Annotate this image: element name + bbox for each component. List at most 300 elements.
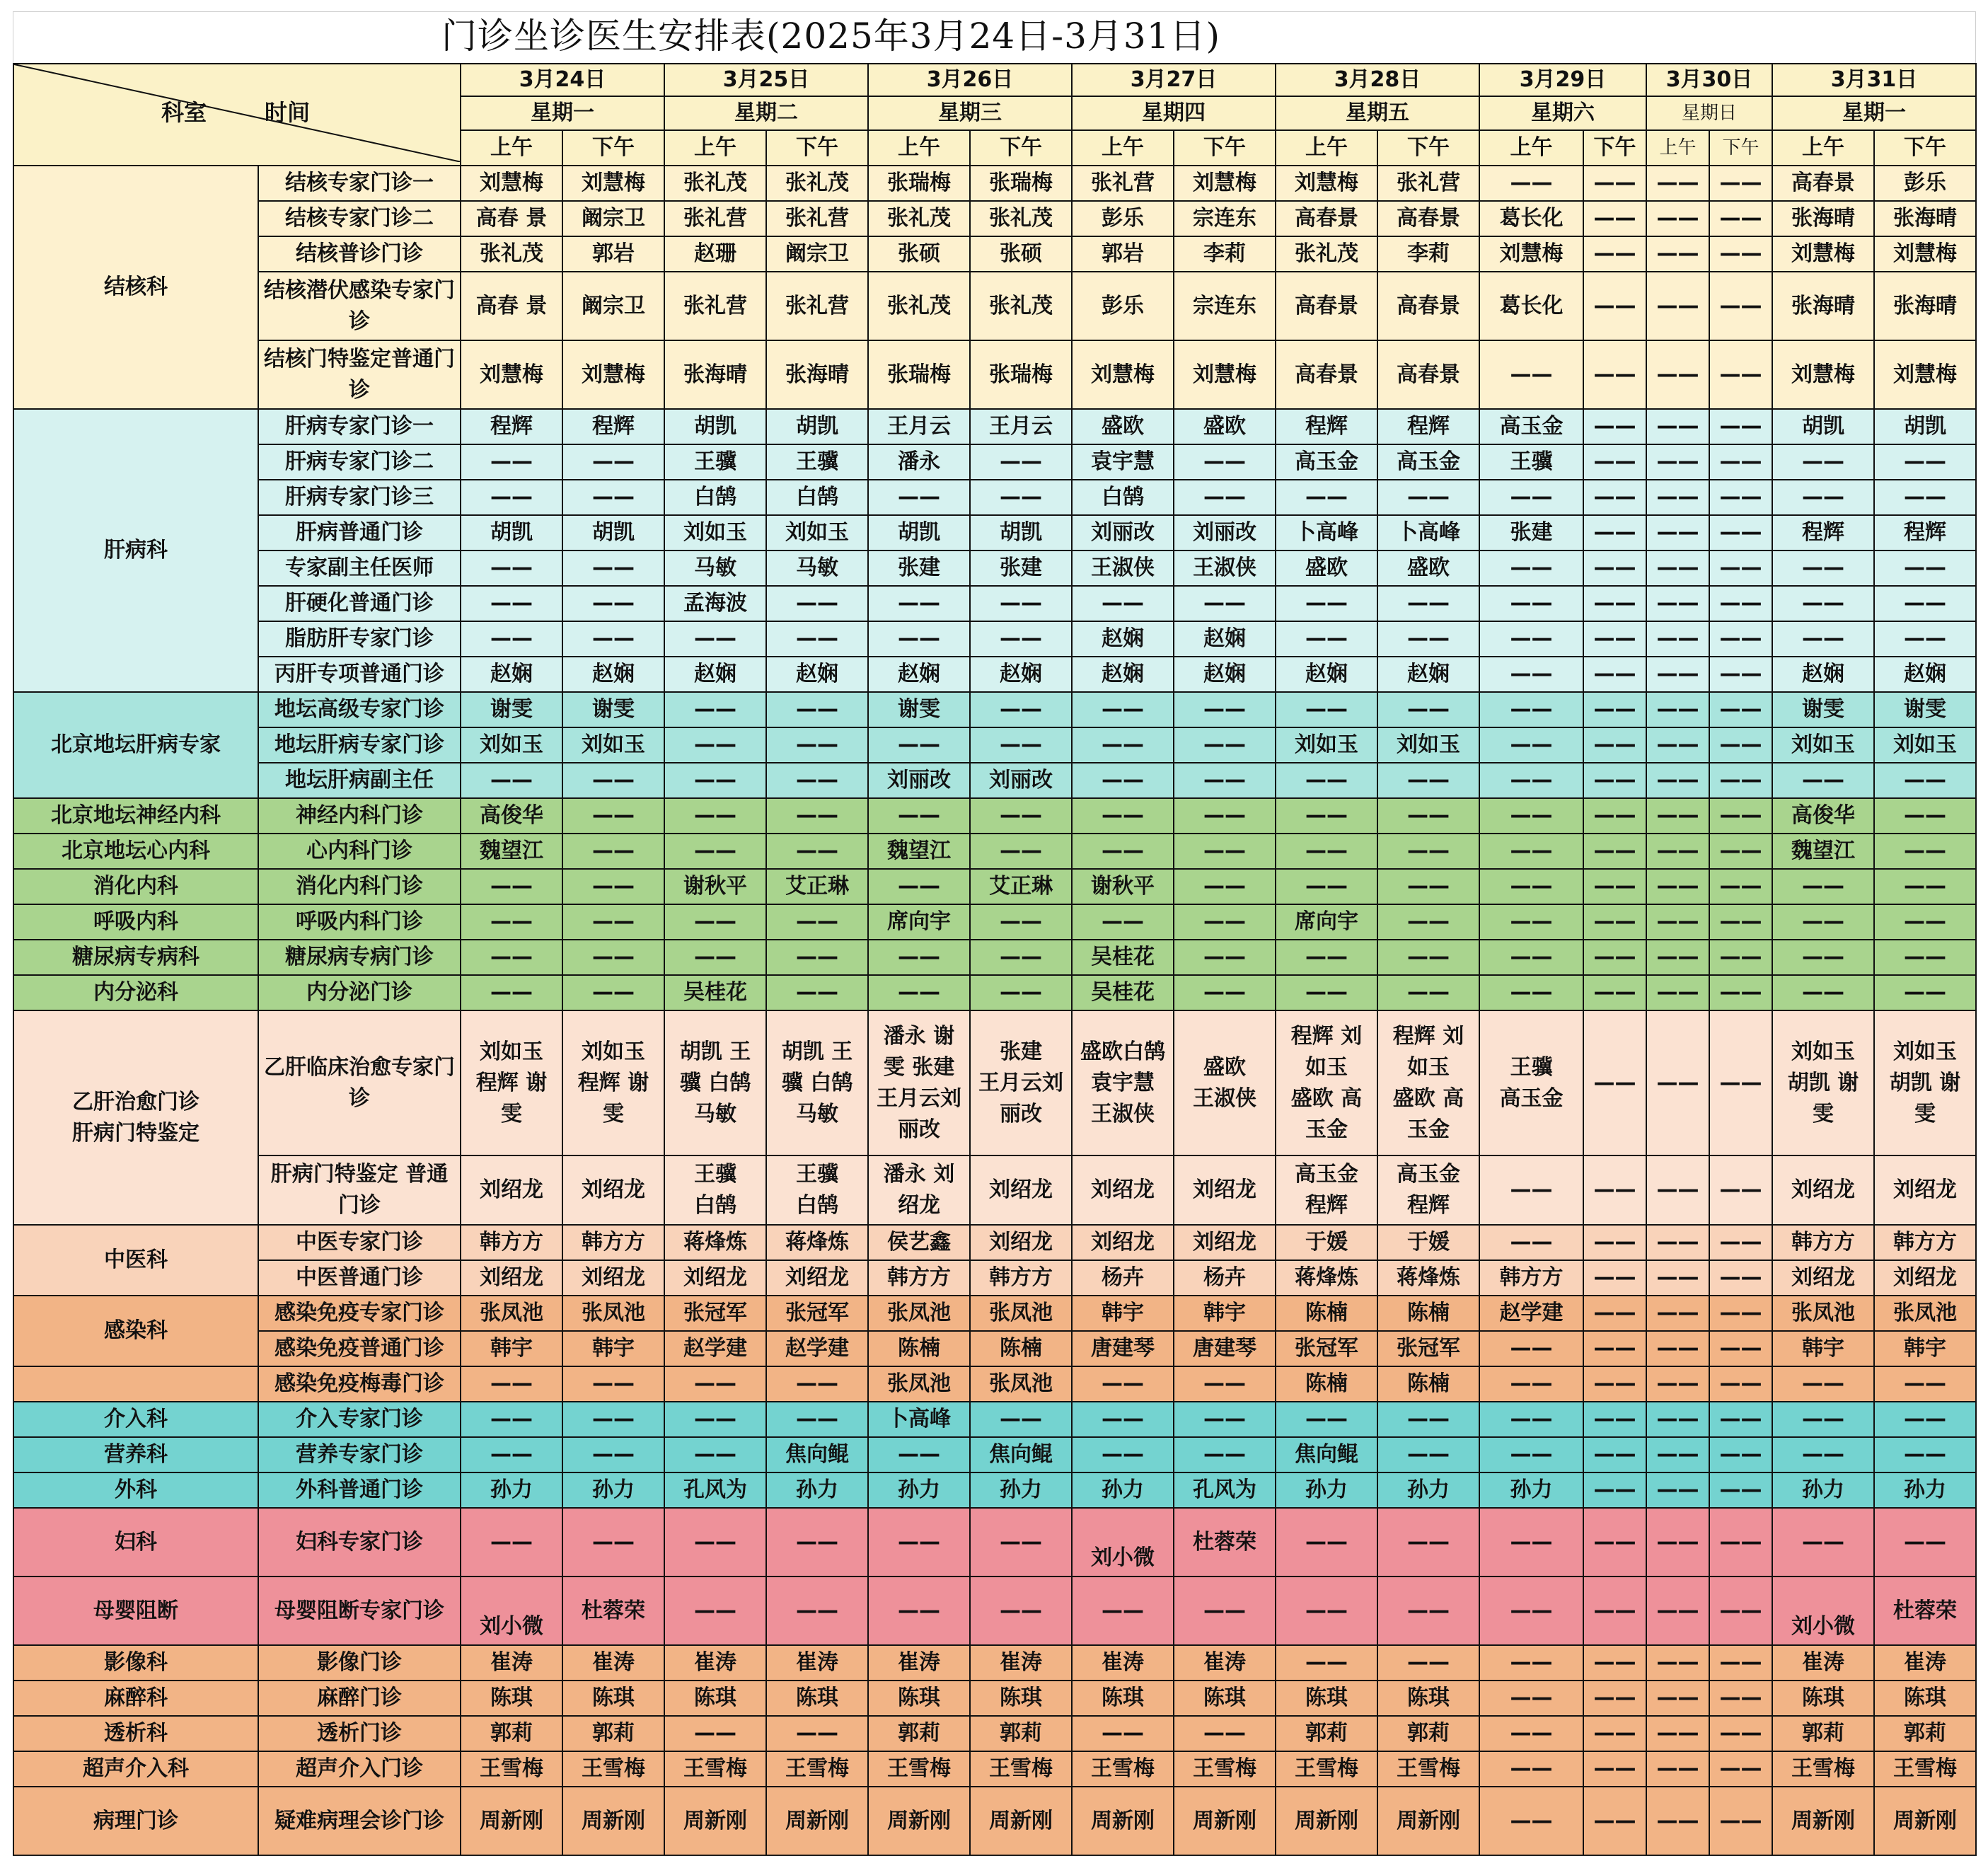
schedule-cell: 孔风为: [1174, 1472, 1276, 1508]
schedule-cell: ——: [1479, 1437, 1583, 1472]
table-row: [13, 1225, 1976, 1260]
schedule-cell: 刘绍龙: [766, 1260, 868, 1296]
table-row: [13, 480, 1976, 515]
schedule-cell: ——: [970, 586, 1072, 621]
schedule-cell: 郭莉: [562, 1716, 664, 1751]
schedule-cell: 焦向鲲: [766, 1437, 868, 1472]
schedule-cell: ——: [1377, 1508, 1479, 1577]
schedule-cell: ——: [1072, 798, 1174, 834]
schedule-cell: ——: [1583, 692, 1646, 727]
schedule-cell: 谢雯: [461, 692, 562, 727]
schedule-cell: 卜高峰: [1276, 515, 1377, 551]
page-title: 门诊坐诊医生安排表(2025年3月24日-3月31日): [441, 16, 1221, 57]
schedule-cell: 周新刚: [766, 1787, 868, 1855]
department-cell: 病理门诊: [13, 1787, 258, 1855]
schedule-cell: ——: [1646, 1260, 1709, 1296]
schedule-cell: ——: [1646, 340, 1709, 409]
schedule-cell: 张礼茂: [766, 166, 868, 201]
schedule-cell: 白鹄: [1072, 480, 1174, 515]
table-row: [13, 692, 1976, 727]
schedule-cell: 王骥: [1479, 444, 1583, 480]
schedule-cell: 张冠军: [1276, 1331, 1377, 1366]
schedule-cell: 刘绍龙: [461, 1155, 562, 1225]
schedule-cell: ——: [1072, 586, 1174, 621]
clinic-cell: 介入专家门诊: [258, 1402, 461, 1437]
schedule-cell: 韩方方: [970, 1260, 1072, 1296]
schedule-cell: 刘如玉 胡凯 谢 雯: [1874, 1010, 1976, 1155]
schedule-cell: 王淑侠: [1174, 551, 1276, 586]
schedule-cell: 李莉: [1174, 236, 1276, 272]
schedule-cell: ——: [1646, 621, 1709, 657]
clinic-cell: 中医普通门诊: [258, 1260, 461, 1296]
schedule-cell: ——: [1709, 869, 1772, 904]
schedule-cell: 葛长化: [1479, 201, 1583, 236]
schedule-cell: ——: [664, 1577, 766, 1645]
schedule-cell: 刘丽改: [1072, 515, 1174, 551]
schedule-cell: 张凤池: [461, 1296, 562, 1331]
schedule-cell: 刘绍龙: [562, 1155, 664, 1225]
clinic-cell: 地坛肝病副主任: [258, 763, 461, 798]
header-weekday-3: 星期三: [868, 96, 1072, 130]
schedule-cell: ——: [1479, 869, 1583, 904]
schedule-cell: ——: [1479, 1681, 1583, 1716]
schedule-cell: 陈楠: [1377, 1366, 1479, 1402]
clinic-cell: 肝病门特鉴定 普通门诊: [258, 1155, 461, 1225]
schedule-cell: ——: [1479, 904, 1583, 940]
schedule-cell: 马敏: [766, 551, 868, 586]
schedule-cell: ——: [1072, 1577, 1174, 1645]
schedule-cell: 张瑞梅: [970, 340, 1072, 409]
schedule-cell: 崔涛: [461, 1645, 562, 1681]
schedule-cell: ——: [1072, 727, 1174, 763]
schedule-cell: ——: [868, 621, 970, 657]
schedule-cell: ——: [1874, 763, 1976, 798]
schedule-cell: 盛欧: [1377, 551, 1479, 586]
header-date-2: 3月25日: [664, 64, 868, 96]
schedule-cell: ——: [970, 692, 1072, 727]
clinic-cell: 内分泌门诊: [258, 975, 461, 1010]
clinic-cell: 肝病专家门诊三: [258, 480, 461, 515]
schedule-cell: 席向宇: [1276, 904, 1377, 940]
schedule-cell: ——: [1174, 798, 1276, 834]
schedule-cell: 谢秋平: [664, 869, 766, 904]
department-cell: 呼吸内科: [13, 904, 258, 940]
clinic-cell: 母婴阻断专家门诊: [258, 1577, 461, 1645]
schedule-cell: ——: [1072, 1437, 1174, 1472]
schedule-cell: 崔涛: [1874, 1645, 1976, 1681]
clinic-cell: 地坛高级专家门诊: [258, 692, 461, 727]
schedule-cell: ——: [664, 727, 766, 763]
schedule-cell: ——: [1479, 586, 1583, 621]
schedule-cell: ——: [1377, 869, 1479, 904]
schedule-cell: ——: [1709, 834, 1772, 869]
table-row: [13, 1787, 1976, 1855]
schedule-cell: 周新刚: [562, 1787, 664, 1855]
schedule-cell: 高春景: [1377, 340, 1479, 409]
schedule-cell: ——: [461, 940, 562, 975]
schedule-cell: 刘如玉: [1874, 727, 1976, 763]
schedule-cell: ——: [766, 1716, 868, 1751]
schedule-cell: 卜高峰: [1377, 515, 1479, 551]
schedule-cell: ——: [562, 621, 664, 657]
schedule-cell: 李莉: [1377, 236, 1479, 272]
schedule-cell: 赵娴: [461, 657, 562, 692]
schedule-cell: 焦向鲲: [1276, 1437, 1377, 1472]
schedule-cell: ——: [1479, 1155, 1583, 1225]
schedule-cell: ——: [1583, 1472, 1646, 1508]
table-row: [13, 201, 1976, 236]
schedule-cell: ——: [1772, 551, 1874, 586]
schedule-cell: ——: [766, 904, 868, 940]
schedule-cell: 胡凯: [562, 515, 664, 551]
schedule-cell: ——: [1174, 480, 1276, 515]
schedule-cell: 韩宇: [1772, 1331, 1874, 1366]
schedule-cell: 张建: [970, 551, 1072, 586]
schedule-cell: ——: [868, 480, 970, 515]
schedule-cell: 侯艺鑫: [868, 1225, 970, 1260]
schedule-cell: ——: [1174, 692, 1276, 727]
schedule-cell: ——: [1583, 272, 1646, 340]
schedule-cell: ——: [1276, 798, 1377, 834]
schedule-cell: 刘绍龙: [1772, 1260, 1874, 1296]
table-row: [13, 444, 1976, 480]
schedule-cell: 高玉金: [1377, 444, 1479, 480]
schedule-cell: 张凤池: [868, 1366, 970, 1402]
header-am-3: 上午: [868, 130, 970, 166]
schedule-cell: ——: [1709, 409, 1772, 444]
schedule-cell: 高春景: [1276, 272, 1377, 340]
schedule-cell: 王雪梅: [766, 1751, 868, 1787]
schedule-cell: ——: [1377, 692, 1479, 727]
schedule-cell: ——: [1583, 1260, 1646, 1296]
schedule-cell: 高春 景: [461, 272, 562, 340]
schedule-cell: 孙力: [1377, 1472, 1479, 1508]
header-weekday-8: 星期一: [1772, 96, 1976, 130]
schedule-cell: ——: [1646, 1437, 1709, 1472]
schedule-cell: 刘慧梅: [1772, 340, 1874, 409]
schedule-cell: ——: [1583, 236, 1646, 272]
schedule-cell: ——: [461, 621, 562, 657]
schedule-cell: ——: [1583, 1645, 1646, 1681]
schedule-cell: ——: [1709, 727, 1772, 763]
schedule-cell: ——: [1583, 1437, 1646, 1472]
schedule-cell: 高春 景: [461, 201, 562, 236]
table-row: [13, 657, 1976, 692]
clinic-cell: 中医专家门诊: [258, 1225, 461, 1260]
schedule-cell: 席向宇: [868, 904, 970, 940]
schedule-cell: ——: [1874, 975, 1976, 1010]
schedule-cell: ——: [1709, 586, 1772, 621]
schedule-cell: 王雪梅: [970, 1751, 1072, 1787]
table-row: [13, 621, 1976, 657]
table-row: [13, 1155, 1976, 1225]
schedule-cell: 孙力: [1874, 1472, 1976, 1508]
schedule-cell: ——: [1874, 1508, 1976, 1577]
schedule-cell: 周新刚: [868, 1787, 970, 1855]
schedule-cell: 孙力: [766, 1472, 868, 1508]
clinic-cell: 肝病专家门诊二: [258, 444, 461, 480]
schedule-cell: ——: [766, 692, 868, 727]
schedule-cell: ——: [1646, 1366, 1709, 1402]
schedule-cell: ——: [1646, 1331, 1709, 1366]
schedule-cell: 陈楠: [1377, 1296, 1479, 1331]
schedule-cell: 于媛: [1276, 1225, 1377, 1260]
schedule-cell: 蒋烽炼: [1276, 1260, 1377, 1296]
schedule-cell: ——: [766, 1577, 868, 1645]
schedule-cell: ——: [1583, 940, 1646, 975]
schedule-cell: 刘慧梅: [1174, 166, 1276, 201]
schedule-cell: 郭莉: [461, 1716, 562, 1751]
schedule-cell: 王骥 高玉金: [1479, 1010, 1583, 1155]
schedule-cell: ——: [1479, 657, 1583, 692]
schedule-cell: 王骥: [766, 444, 868, 480]
schedule-cell: 刘慧梅: [1276, 166, 1377, 201]
schedule-cell: ——: [766, 798, 868, 834]
schedule-cell: ——: [1479, 1577, 1583, 1645]
schedule-cell: ——: [1072, 1402, 1174, 1437]
clinic-cell: 丙肝专项普通门诊: [258, 657, 461, 692]
schedule-cell: 盛欧: [1072, 409, 1174, 444]
schedule-cell: ——: [868, 869, 970, 904]
schedule-cell: ——: [1646, 763, 1709, 798]
schedule-cell: ——: [1583, 340, 1646, 409]
schedule-cell: 张礼茂: [1276, 236, 1377, 272]
schedule-cell: 张礼茂: [970, 201, 1072, 236]
schedule-cell: ——: [1583, 1508, 1646, 1577]
schedule-cell: ——: [1709, 904, 1772, 940]
schedule-cell: ——: [1276, 975, 1377, 1010]
schedule-cell: 胡凯: [1772, 409, 1874, 444]
schedule-cell: ——: [1709, 692, 1772, 727]
schedule-cell: 崔涛: [1772, 1645, 1874, 1681]
schedule-cell: ——: [562, 1366, 664, 1402]
schedule-cell: 崔涛: [1174, 1645, 1276, 1681]
schedule-cell: 张凤池: [562, 1296, 664, 1331]
schedule-cell: ——: [1583, 975, 1646, 1010]
schedule-cell: 程辉 刘 如玉 盛欧 高 玉金: [1276, 1010, 1377, 1155]
schedule-cell: ——: [1479, 166, 1583, 201]
schedule-cell: 刘慧梅: [1772, 236, 1874, 272]
schedule-cell: ——: [461, 586, 562, 621]
schedule-cell: 胡凯: [868, 515, 970, 551]
schedule-cell: ——: [461, 869, 562, 904]
department-cell: 肝病科: [13, 409, 258, 692]
clinic-cell: 透析门诊: [258, 1716, 461, 1751]
schedule-cell: ——: [1709, 236, 1772, 272]
schedule-cell: 周新刚: [1174, 1787, 1276, 1855]
schedule-cell: ——: [1174, 586, 1276, 621]
schedule-cell: ——: [664, 904, 766, 940]
schedule-cell: 赵娴: [1874, 657, 1976, 692]
header-am-7: 上午: [1646, 130, 1709, 166]
schedule-cell: ——: [1479, 1402, 1583, 1437]
schedule-cell: 胡凯: [970, 515, 1072, 551]
schedule-cell: ——: [664, 834, 766, 869]
table-row: [13, 1645, 1976, 1681]
schedule-cell: ——: [1583, 1787, 1646, 1855]
schedule-cell: ——: [1709, 657, 1772, 692]
clinic-cell: 结核潜伏感染专家门诊: [258, 272, 461, 340]
schedule-cell: ——: [1276, 480, 1377, 515]
schedule-cell: 崔涛: [664, 1645, 766, 1681]
schedule-cell: ——: [664, 1437, 766, 1472]
schedule-cell: ——: [1709, 1787, 1772, 1855]
department-cell: 影像科: [13, 1645, 258, 1681]
schedule-cell: ——: [1772, 444, 1874, 480]
schedule-cell: 周新刚: [461, 1787, 562, 1855]
clinic-cell: 心内科门诊: [258, 834, 461, 869]
schedule-cell: ——: [1479, 1331, 1583, 1366]
schedule-cell: ——: [1772, 940, 1874, 975]
schedule-cell: 彭乐: [1874, 166, 1976, 201]
schedule-cell: 周新刚: [1377, 1787, 1479, 1855]
table-row: [13, 869, 1976, 904]
schedule-cell: 王雪梅: [1276, 1751, 1377, 1787]
schedule-cell: 张凤池: [970, 1366, 1072, 1402]
schedule-cell: 魏望江: [461, 834, 562, 869]
schedule-cell: ——: [461, 1508, 562, 1577]
clinic-cell: 感染免疫梅毒门诊: [258, 1366, 461, 1402]
clinic-cell: 神经内科门诊: [258, 798, 461, 834]
table-row: [13, 834, 1976, 869]
schedule-cell: ——: [1646, 1225, 1709, 1260]
header-am-5: 上午: [1276, 130, 1377, 166]
header-weekday-5: 星期五: [1276, 96, 1479, 130]
schedule-cell: ——: [1583, 1366, 1646, 1402]
schedule-cell: ——: [1583, 1296, 1646, 1331]
table-row: [13, 272, 1976, 340]
title-row: [13, 11, 1976, 63]
schedule-cell: 赵娴: [766, 657, 868, 692]
department-cell: 超声介入科: [13, 1751, 258, 1787]
header-time-label: 时间: [265, 99, 311, 126]
schedule-cell: 吴桂花: [1072, 975, 1174, 1010]
schedule-cell: ——: [1646, 1681, 1709, 1716]
schedule-cell: ——: [1646, 444, 1709, 480]
schedule-cell: 陈琪: [1874, 1681, 1976, 1716]
table-row: [13, 166, 1976, 201]
schedule-cell: ——: [1646, 798, 1709, 834]
schedule-cell: 赵学建: [766, 1331, 868, 1366]
schedule-cell: ——: [868, 727, 970, 763]
clinic-cell: 影像门诊: [258, 1645, 461, 1681]
schedule-cell: ——: [1583, 1716, 1646, 1751]
schedule-cell: 刘如玉: [461, 727, 562, 763]
table-row: [13, 1751, 1976, 1787]
schedule-cell: 韩宇: [1874, 1331, 1976, 1366]
schedule-cell: 高玉金 程辉: [1377, 1155, 1479, 1225]
schedule-cell: 张礼营: [766, 201, 868, 236]
schedule-cell: ——: [1646, 480, 1709, 515]
schedule-cell: ——: [1874, 444, 1976, 480]
schedule-cell: ——: [664, 692, 766, 727]
table-row: [13, 940, 1976, 975]
schedule-cell: 程辉: [1874, 515, 1976, 551]
schedule-cell: 郭岩: [1072, 236, 1174, 272]
department-cell: 消化内科: [13, 869, 258, 904]
schedule-cell: ——: [766, 1366, 868, 1402]
schedule-cell: 张海晴: [1772, 201, 1874, 236]
schedule-cell: ——: [1276, 763, 1377, 798]
schedule-cell: ——: [562, 940, 664, 975]
schedule-cell: ——: [1583, 657, 1646, 692]
schedule-cell: 周新刚: [1772, 1787, 1874, 1855]
table-row: [13, 1010, 1976, 1155]
schedule-cell: ——: [562, 834, 664, 869]
table-row: [13, 515, 1976, 551]
schedule-cell: 张海晴: [1874, 272, 1976, 340]
schedule-cell: 孔风为: [664, 1472, 766, 1508]
clinic-cell: 呼吸内科门诊: [258, 904, 461, 940]
schedule-cell: 韩方方: [1772, 1225, 1874, 1260]
schedule-cell: ——: [1479, 692, 1583, 727]
header-am-6: 上午: [1479, 130, 1583, 166]
schedule-cell: 赵珊: [664, 236, 766, 272]
department-cell: 糖尿病专病科: [13, 940, 258, 975]
schedule-cell: ——: [970, 480, 1072, 515]
schedule-cell: ——: [1772, 975, 1874, 1010]
department-cell: [13, 1366, 258, 1402]
schedule-table: [13, 63, 1977, 1856]
table-row: [13, 904, 1976, 940]
schedule-cell: ——: [1646, 1155, 1709, 1225]
schedule-cell: ——: [1709, 1508, 1772, 1577]
schedule-cell: 赵学建: [1479, 1296, 1583, 1331]
schedule-cell: 张礼营: [664, 201, 766, 236]
schedule-cell: 刘丽改: [1174, 515, 1276, 551]
header-am-2: 上午: [664, 130, 766, 166]
schedule-cell: 郭岩: [562, 236, 664, 272]
schedule-cell: ——: [461, 444, 562, 480]
schedule-cell: ——: [1377, 480, 1479, 515]
schedule-cell: 崔涛: [868, 1645, 970, 1681]
schedule-cell: ——: [766, 727, 868, 763]
clinic-cell: 超声介入门诊: [258, 1751, 461, 1787]
schedule-cell: 韩方方: [1874, 1225, 1976, 1260]
schedule-cell: ——: [1772, 1402, 1874, 1437]
header-weekday-1: 星期一: [461, 96, 664, 130]
schedule-cell: 周新刚: [1874, 1787, 1976, 1855]
schedule-cell: 张礼茂: [970, 272, 1072, 340]
header-date-3: 3月26日: [868, 64, 1072, 96]
schedule-cell: ——: [1709, 166, 1772, 201]
schedule-cell: 郭莉: [1874, 1716, 1976, 1751]
schedule-cell: ——: [461, 1366, 562, 1402]
schedule-cell: ——: [1646, 1402, 1709, 1437]
schedule-cell: 郭莉: [1377, 1716, 1479, 1751]
schedule-cell: 刘小微: [1072, 1508, 1174, 1577]
schedule-cell: ——: [1646, 1645, 1709, 1681]
schedule-cell: ——: [1874, 1366, 1976, 1402]
table-row: [13, 798, 1976, 834]
schedule-cell: ——: [1709, 480, 1772, 515]
schedule-cell: ——: [1377, 1645, 1479, 1681]
schedule-cell: ——: [1377, 1402, 1479, 1437]
schedule-cell: 陈琪: [1276, 1681, 1377, 1716]
schedule-cell: 马敏: [664, 551, 766, 586]
schedule-cell: ——: [1874, 798, 1976, 834]
table-row: [13, 1260, 1976, 1296]
schedule-cell: 张建: [868, 551, 970, 586]
schedule-cell: 崔涛: [766, 1645, 868, 1681]
clinic-cell: 消化内科门诊: [258, 869, 461, 904]
schedule-cell: 刘绍龙: [1072, 1155, 1174, 1225]
schedule-sheet: [13, 11, 1976, 1856]
table-row: [13, 727, 1976, 763]
schedule-cell: ——: [1072, 1366, 1174, 1402]
schedule-cell: ——: [1276, 869, 1377, 904]
schedule-cell: ——: [970, 1402, 1072, 1437]
